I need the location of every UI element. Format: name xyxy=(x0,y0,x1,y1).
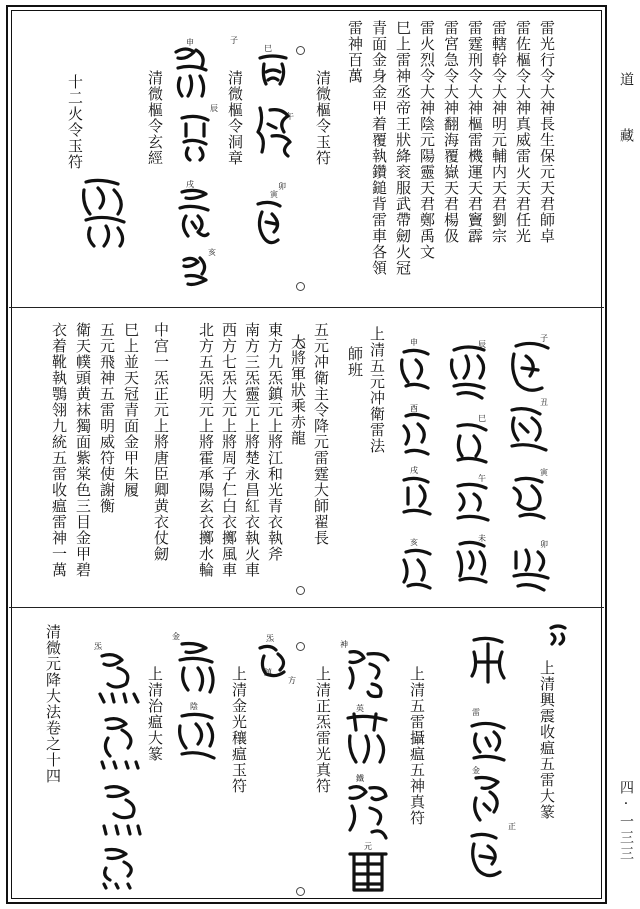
binding-hole xyxy=(296,642,305,651)
seal-glyph xyxy=(510,474,550,526)
seal-label: 辰 xyxy=(210,104,218,113)
seal-label: 雷 xyxy=(472,708,480,717)
binding-hole xyxy=(296,46,305,55)
section-title: 上清五元冲衛雷法 xyxy=(368,326,386,454)
seal-glyph xyxy=(96,716,142,774)
text-column: 五元冲衛主令降元雷霆大師翟長 xyxy=(312,322,330,546)
seal-label: 寅 xyxy=(270,190,278,199)
seal-label: 丑 xyxy=(540,398,548,407)
heading-column: 上清治瘟大篆 xyxy=(146,666,164,762)
seal-glyph xyxy=(448,344,490,406)
seal-glyph xyxy=(256,52,290,92)
seal-glyph xyxy=(468,636,508,690)
seal-label: 炁 xyxy=(94,642,102,651)
text-column: 中宫一炁正元上將唐臣卿黄衣仗劒 xyxy=(152,322,170,562)
text-column: 五元飛神五雷明威符使謝衡 xyxy=(98,322,116,514)
seal-glyph xyxy=(172,44,212,104)
seal-glyph xyxy=(400,546,434,596)
text-column: 雷光行令大神長生保元天君師卓 xyxy=(538,20,556,244)
seal-glyph xyxy=(98,846,142,894)
section-divider-2 xyxy=(9,607,604,608)
seal-label: 金 xyxy=(172,632,180,641)
seal-glyph xyxy=(94,650,142,712)
seal-glyph xyxy=(176,640,218,704)
seal-glyph xyxy=(252,198,286,254)
text-column: 雷霆刑令大神樞雷機運天君竇霹 xyxy=(466,20,484,244)
seal-glyph xyxy=(344,648,392,704)
seal-label: 申 xyxy=(186,38,194,47)
seal-label: 金 xyxy=(472,766,480,775)
seal-label: 巳 xyxy=(264,44,272,53)
seal-label: 鐵 xyxy=(356,774,364,783)
text-column: 青面金身金甲着覆執鑽鎚背雷車各領 xyxy=(370,20,388,276)
seal-label: 鎮 xyxy=(264,668,272,677)
seal-label: 戌 xyxy=(186,180,194,189)
seal-label: 酉 xyxy=(410,404,418,413)
seal-glyph xyxy=(178,112,212,166)
seal-label: 子 xyxy=(540,334,548,343)
seal-label: 戌 xyxy=(410,466,418,475)
heading-column: 清微樞令洞章 xyxy=(226,70,244,166)
seal-label: 亥 xyxy=(410,538,418,547)
seal-glyph xyxy=(510,546,554,602)
seal-label: 方 xyxy=(288,676,296,685)
collection-title: 道 藏 xyxy=(618,72,634,156)
seal-label: 亥 xyxy=(208,248,216,257)
text-column: 雷轄幹令大神明元輔内天君劉宗 xyxy=(490,20,508,244)
seal-glyph xyxy=(78,178,130,254)
seal-glyph xyxy=(506,404,552,462)
seal-label: 炁 xyxy=(266,634,274,643)
seal-glyph xyxy=(508,340,552,400)
seal-label: 申 xyxy=(410,338,418,347)
section-subtitle: 師班 xyxy=(346,346,364,378)
seal-glyph xyxy=(468,720,508,768)
seal-label: 陰 xyxy=(190,702,198,711)
seal-label: 巳 xyxy=(478,414,486,423)
seal-glyph xyxy=(256,642,290,682)
seal-glyph xyxy=(400,412,434,462)
seal-glyph xyxy=(466,830,508,886)
seal-label: 子 xyxy=(230,36,238,45)
seal-label: 神 xyxy=(340,640,348,649)
seal-glyph xyxy=(176,710,218,766)
text-column: 雷火烈令大神陰元陽靈天君鄭禹文 xyxy=(418,20,436,260)
text-column: 雷佐樞令大神真威雷火天君任光 xyxy=(514,20,532,244)
text-column: 北方五炁明元上將霍承陽玄衣擲水輪 xyxy=(197,322,215,578)
seal-glyph xyxy=(452,420,492,470)
heading-column: 十二火令玉符 xyxy=(66,74,84,170)
text-column: 巳上並天冠青面金甲朱履 xyxy=(122,322,140,498)
text-column: 衣着靴執鶚翎九統五雷收瘟雷神一萬 xyxy=(50,322,68,578)
seal-label: 辰 xyxy=(478,340,486,349)
seal-glyph xyxy=(454,480,492,528)
text-column: 衛天幞頭黄袜獨面紫棠色三目金甲碧 xyxy=(74,322,92,578)
text-column: 大將軍狀乘赤龍 xyxy=(289,334,307,446)
heading-column: 清微樞令玉符 xyxy=(314,70,332,166)
seal-label: 正 xyxy=(508,822,516,831)
seal-glyph xyxy=(180,254,210,294)
seal-label: 元 xyxy=(364,842,372,851)
text-column: 雷神百萬 xyxy=(346,20,364,84)
seal-glyph xyxy=(454,540,492,588)
text-column: 東方九炁鎮元上將江和光青衣執斧 xyxy=(266,322,284,562)
seal-glyph xyxy=(470,774,506,828)
heading-column: 上清正炁雷光真符 xyxy=(314,666,332,794)
section-divider-1 xyxy=(9,307,604,308)
binding-hole xyxy=(296,586,305,595)
seal-glyph xyxy=(344,712,390,772)
seal-glyph xyxy=(398,346,434,396)
seal-glyph xyxy=(176,188,212,244)
text-column: 西方七炁大元上將周子仁白衣擲風車 xyxy=(220,322,238,578)
page-number: 四·一三三 xyxy=(618,780,634,862)
seal-glyph xyxy=(400,474,434,524)
seal-label: 未 xyxy=(478,534,486,543)
seal-label: 卯 xyxy=(278,182,286,191)
heading-column: 清微樞令玄經 xyxy=(146,70,164,166)
heading-column: 上清金光穰瘟玉符 xyxy=(230,666,248,794)
seal-label: 英 xyxy=(356,704,364,713)
binding-hole xyxy=(296,887,305,896)
heading-column: 上清興震收瘟五雷大篆 xyxy=(538,660,556,820)
seal-label: 午 xyxy=(478,474,486,483)
seal-label: 午 xyxy=(286,112,294,121)
seal-glyph xyxy=(98,784,144,840)
seal-glyph xyxy=(346,782,390,846)
text-column: 南方三炁靈元上將楚永昌紅衣執火車 xyxy=(243,322,261,578)
seal-glyph xyxy=(548,624,568,652)
seal-label: 寅 xyxy=(540,468,548,477)
heading-column: 上清五雷攝瘟五神真符 xyxy=(408,666,426,826)
text-column: 清微元降大法卷之十四 xyxy=(44,624,62,784)
seal-glyph xyxy=(346,850,390,898)
text-column: 雷宮急令大神翻海覆嶽天君楊伋 xyxy=(442,20,460,244)
text-column: 巳上雷神丞帝王狀絳衮服武帶劒火冠 xyxy=(394,20,412,276)
binding-hole xyxy=(296,282,305,291)
seal-label: 卯 xyxy=(540,540,548,549)
